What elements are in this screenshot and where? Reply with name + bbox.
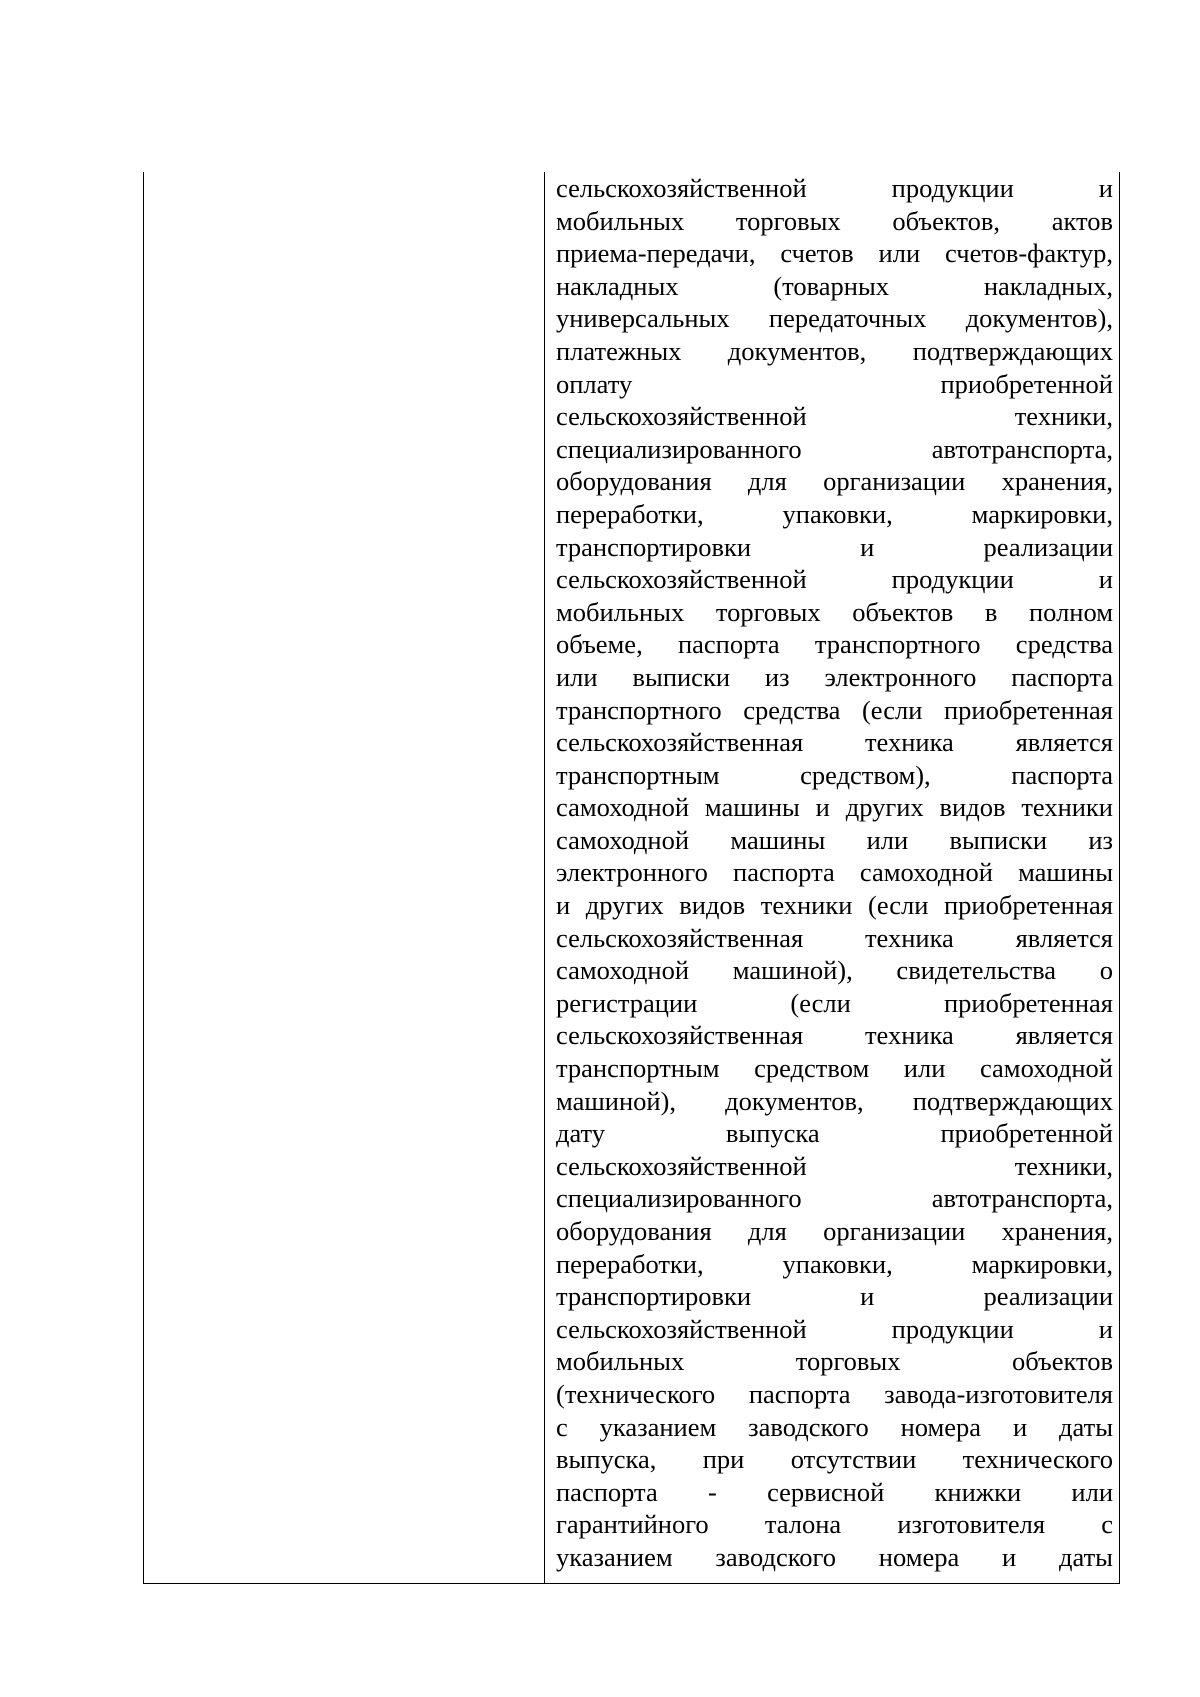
text-line: указанием заводского номера и даты (556, 1541, 1113, 1572)
text-line: сельскохозяйственной техники, (556, 401, 1113, 432)
text-line: регистрации (если приобретенная (556, 987, 1113, 1018)
text-line: платежных документов, подтверждающих (556, 335, 1113, 366)
text-line: сельскохозяйственной продукции и (556, 564, 1113, 595)
text-line: объеме, паспорта транспортного средства (556, 629, 1113, 660)
text-line: транспортного средства (если приобретенная (556, 694, 1113, 725)
text-line: транспортным средством или самоходной (556, 1053, 1113, 1084)
text-line: транспортировки и реализации (556, 531, 1113, 562)
text-line: с указанием заводского номера и даты (556, 1411, 1113, 1442)
text-line: специализированного автотранспорта, (556, 1183, 1113, 1214)
text-line: самоходной машины и других видов техники (556, 792, 1113, 823)
text-line: гарантийного талона изготовителя с (556, 1509, 1113, 1540)
text-line: паспорта - сервисной книжки или (556, 1476, 1113, 1507)
column-divider (544, 172, 545, 1583)
text-line: переработки, упаковки, маркировки, (556, 498, 1113, 529)
text-line: оборудования для организации хранения, (556, 466, 1113, 497)
right-column-text (556, 172, 1113, 1574)
text-line: сельскохозяйственная техника является (556, 727, 1113, 758)
text-line: сельскохозяйственная техника является (556, 1020, 1113, 1051)
text-line: накладных (товарных накладных, (556, 270, 1113, 301)
text-line: сельскохозяйственная техника является (556, 922, 1113, 953)
text-line: машиной), документов, подтверждающих (556, 1085, 1113, 1116)
text-line: транспортным средством), паспорта (556, 759, 1113, 790)
text-line: мобильных торговых объектов (556, 1346, 1113, 1377)
text-line: мобильных торговых объектов в полном (556, 596, 1113, 627)
text-line: сельскохозяйственной техники, (556, 1150, 1113, 1181)
text-line: выпуска, при отсутствии технического (556, 1444, 1113, 1475)
text-line: мобильных торговых объектов, актов (556, 205, 1113, 236)
text-line: или выписки из электронного паспорта (556, 661, 1113, 692)
text-line: и других видов техники (если приобретенная (556, 890, 1113, 921)
text-line: электронного паспорта самоходной машины (556, 857, 1113, 888)
text-line: оборудования для организации хранения, (556, 1216, 1113, 1246)
document-table (143, 172, 1120, 1584)
text-line: переработки, упаковки, маркировки, (556, 1248, 1113, 1279)
text-line: самоходной машиной), свидетельства о (556, 955, 1113, 986)
text-line: сельскохозяйственной продукции и (556, 173, 1113, 203)
text-line: транспортировки и реализации (556, 1281, 1113, 1312)
text-line: приема-передачи, счетов или счетов-фактур, (556, 238, 1113, 269)
text-line: (технического паспорта завода-изготовителя (556, 1378, 1113, 1409)
text-line: дату выпуска приобретенной (556, 1118, 1113, 1149)
text-line: оплату приобретенной (556, 368, 1113, 399)
text-line: специализированного автотранспорта, (556, 433, 1113, 464)
text-line: самоходной машины или выписки из (556, 824, 1113, 855)
text-line: сельскохозяйственной продукции и (556, 1313, 1113, 1344)
text-line: универсальных передаточных документов), (556, 303, 1113, 334)
